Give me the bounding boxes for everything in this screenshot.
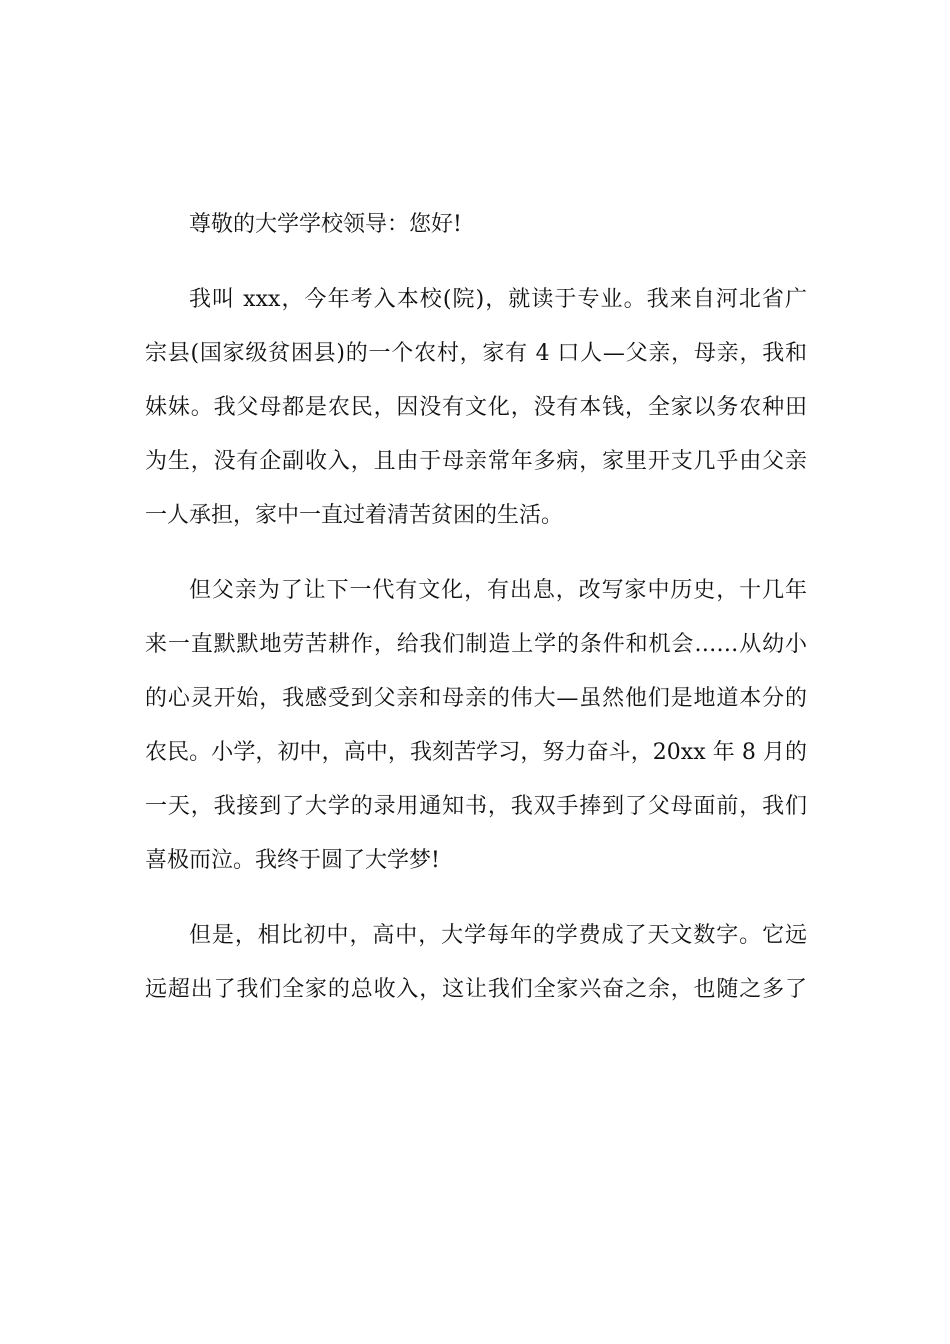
paragraph-line: 喜极而泣。我终于圆了大学梦! bbox=[145, 848, 440, 873]
paragraph-line: 的心灵开始，我感受到父亲和母亲的伟大—虽然他们是地道本分的 bbox=[145, 686, 807, 711]
paragraph-line: 我叫 xxx，今年考入本校(院)，就读于专业。我来自河北省广 bbox=[189, 287, 807, 312]
paragraph-2 bbox=[145, 569, 807, 893]
paragraph-line: 来一直默默地劳苦耕作，给我们制造上学的条件和机会……从幼小 bbox=[145, 632, 807, 657]
paragraph-line: 但是，相比初中，高中，大学每年的学费成了天文数字。它远 bbox=[189, 923, 807, 948]
paragraph-line: 远超出了我们全家的总收入，这让我们全家兴奋之余，也随之多了 bbox=[145, 977, 807, 1002]
paragraph-line: 宗县(国家级贫困县)的一个农村，家有 4 口人—父亲，母亲，我和 bbox=[145, 341, 807, 366]
paragraph-line: 妹妹。我父母都是农民，因没有文化，没有本钱，全家以务农种田 bbox=[145, 395, 807, 420]
letter-body bbox=[145, 203, 807, 1022]
paragraph-line: 但父亲为了让下一代有文化，有出息，改写家中历史，十几年 bbox=[189, 578, 807, 603]
greeting-line: 尊敬的大学学校领导：您好! bbox=[189, 212, 462, 237]
paragraph-line: 一天，我接到了大学的录用通知书，我双手捧到了父母面前，我们 bbox=[145, 794, 807, 819]
paragraph-line: 一人承担，家中一直过着清苦贫困的生活。 bbox=[145, 503, 564, 528]
paragraph-3 bbox=[145, 914, 807, 1022]
paragraph-line: 农民。小学，初中，高中，我刻苦学习，努力奋斗，20xx 年 8 月的 bbox=[145, 740, 807, 765]
paragraph-line: 为生，没有企副收入，且由于母亲常年多病，家里开支几乎由父亲 bbox=[145, 449, 807, 474]
paragraph-1 bbox=[145, 278, 807, 548]
